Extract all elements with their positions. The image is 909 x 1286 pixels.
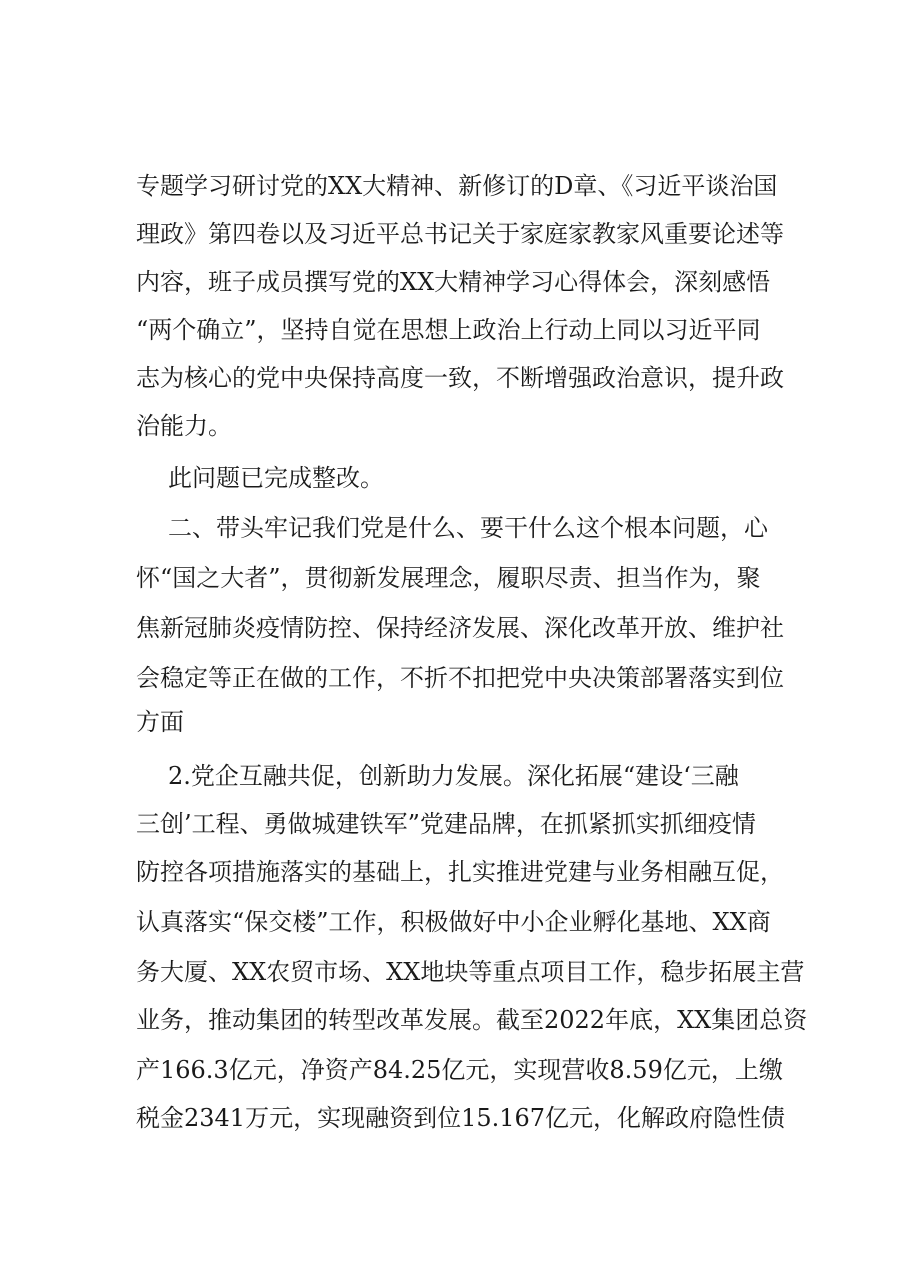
- paragraph-line: 产166.3亿元，净资产84.25亿元，实现营收8.59亿元，上缴: [136, 1056, 783, 1084]
- paragraph-line: 志为核心的党中央保持高度一致，不断增强政治意识，提升政: [136, 364, 784, 392]
- status-line: 此问题已完成整改。: [168, 464, 384, 492]
- paragraph-line: 认真落实“保交楼”工作，积极做好中小企业孵化基地、XX商: [136, 908, 771, 936]
- paragraph-line: 业务，推动集团的转型改革发展。截至2022年底，XX集团总资: [136, 1006, 808, 1034]
- section-heading-line: 焦新冠肺炎疫情防控、保持经济发展、深化改革开放、维护社: [136, 614, 784, 642]
- section-heading-line: 怀“国之大者”，贯彻新发展理念，履职尽责、担当作为，聚: [136, 564, 761, 592]
- paragraph-line: 防控各项措施落实的基础上，扎实推进党建与业务相融互促，: [136, 858, 784, 886]
- section-heading-line: 方面: [136, 708, 184, 736]
- paragraph-line: 治能力。: [136, 412, 232, 440]
- paragraph-line: 专题学习研讨党的XX大精神、新修订的D章、《习近平谈治国: [136, 172, 778, 200]
- section-heading-line: 二、带头牢记我们党是什么、要干什么这个根本问题，心: [168, 514, 768, 542]
- paragraph-line: 理政》第四卷以及习近平总书记关于家庭家教家风重要论述等: [136, 220, 784, 248]
- section-heading-line: 会稳定等正在做的工作，不折不扣把党中央决策部署落实到位: [136, 664, 784, 692]
- paragraph-line: 内容，班子成员撰写党的XX大精神学习心得体会，深刻感悟: [136, 268, 771, 296]
- paragraph-line: 2.党企互融共促，创新助力发展。深化拓展“建设‘三融: [168, 762, 739, 790]
- paragraph-line: 税金2341万元，实现融资到位15.167亿元，化解政府隐性债: [136, 1104, 786, 1132]
- paragraph-line: 三创’工程、勇做城建铁军”党建品牌，在抓紧抓实抓细疫情: [136, 810, 756, 838]
- paragraph-line: 务大厦、XX农贸市场、XX地块等重点项目工作，稳步拓展主营: [136, 958, 805, 986]
- paragraph-line: “两个确立”，坚持自觉在思想上政治上行动上同以习近平同: [136, 316, 761, 344]
